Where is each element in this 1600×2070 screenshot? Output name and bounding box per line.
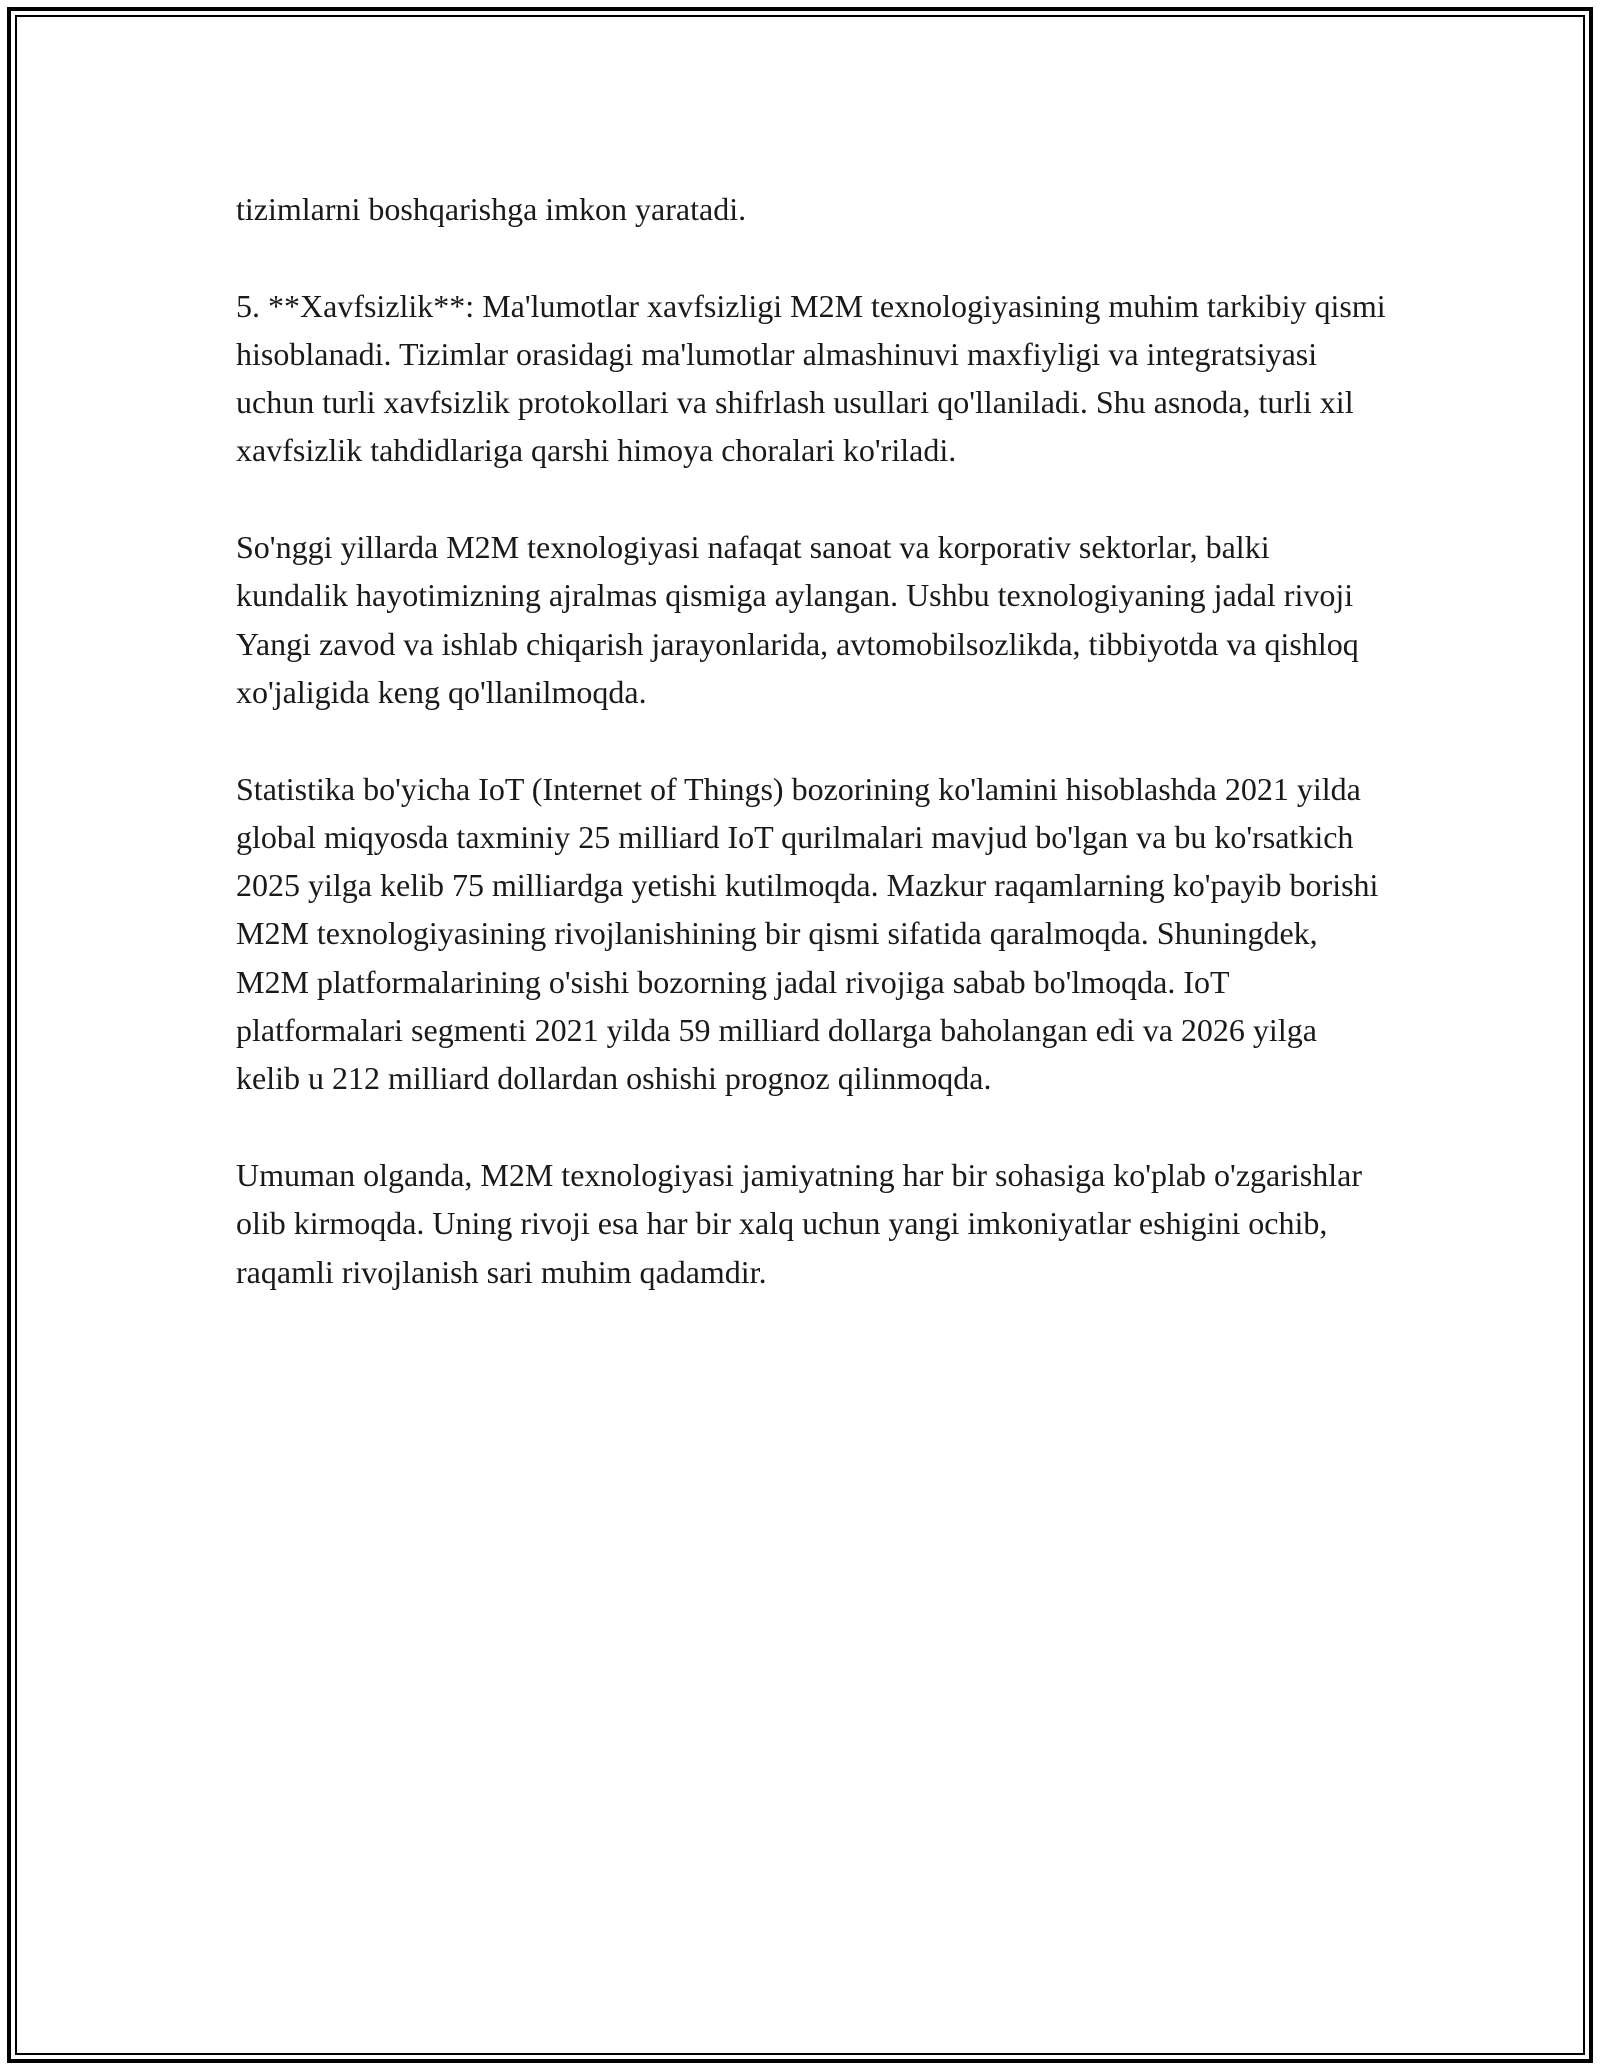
paragraph-continuation: tizimlarni boshqarishga imkon yaratadi. [236, 191, 747, 227]
paragraph-recent-years: So'nggi yillarda M2M texnologiyasi nafaqat sanoat va korporativ sektorlar, balki kundalik hayotimizning ajralmas qismiga aylangan. Ushbu texnologiyaning jadal rivoji Yangi zavod va ishlab chiqarish jarayonlarida, avtomobilsozlikda, tibbiyotda va qishloq xo'jaligida keng qo'llanilmoqda. [236, 529, 1359, 710]
paragraph-conclusion: Umuman olganda, M2M texnologiyasi jamiyatning har bir sohasiga ko'plab o'zgarishlar olib kirmoqda. Uning rivoji esa har bir xalq uchun yangi imkoniyatlar eshigini ochib, raqamli rivojlanish sari muhim qadamdir. [236, 1156, 1362, 1290]
paragraph-security: 5. **Xavfsizlik**: Ma'lumotlar xavfsizligi M2M texnologiyasining muhim tarkibiy qismi hisoblanadi. Tizimlar orasidagi ma'lumotlar almashinuvi maxfiyligi va integratsiyasi uchun turli xavfsizlik protokollari va shifrlash usullari qo'llaniladi. Shu asnoda, turli xil xavfsizlik tahdidlariga qarshi himoya choralari ko'riladi. [236, 287, 1386, 469]
paragraph-statistics: Statistika bo'yicha IoT (Internet of Things) bozorining ko'lamini hisoblashda 2021 yilda global miqyosda taxminiy 25 milliard IoT qurilmalari mavjud bo'lgan va bu ko'rsatkich 2025 yilga kelib 75 milliardga yetishi kutilmoqda. Mazkur raqamlarning ko'payib borishi M2M texnologiyasining rivojlanishining bir qismi sifatida qaralmoqda. Shuningdek, M2M platformalarining o'sishi bozorning jadal rivojiga sabab bo'lmoqda. IoT platformalari segmenti 2021 yilda 59 milliard dollarga baholangan edi va 2026 yilga kelib u 212 milliard dollardan oshishi prognoz qilinmoqda. [236, 770, 1379, 1097]
document-body [236, 185, 1386, 1344]
